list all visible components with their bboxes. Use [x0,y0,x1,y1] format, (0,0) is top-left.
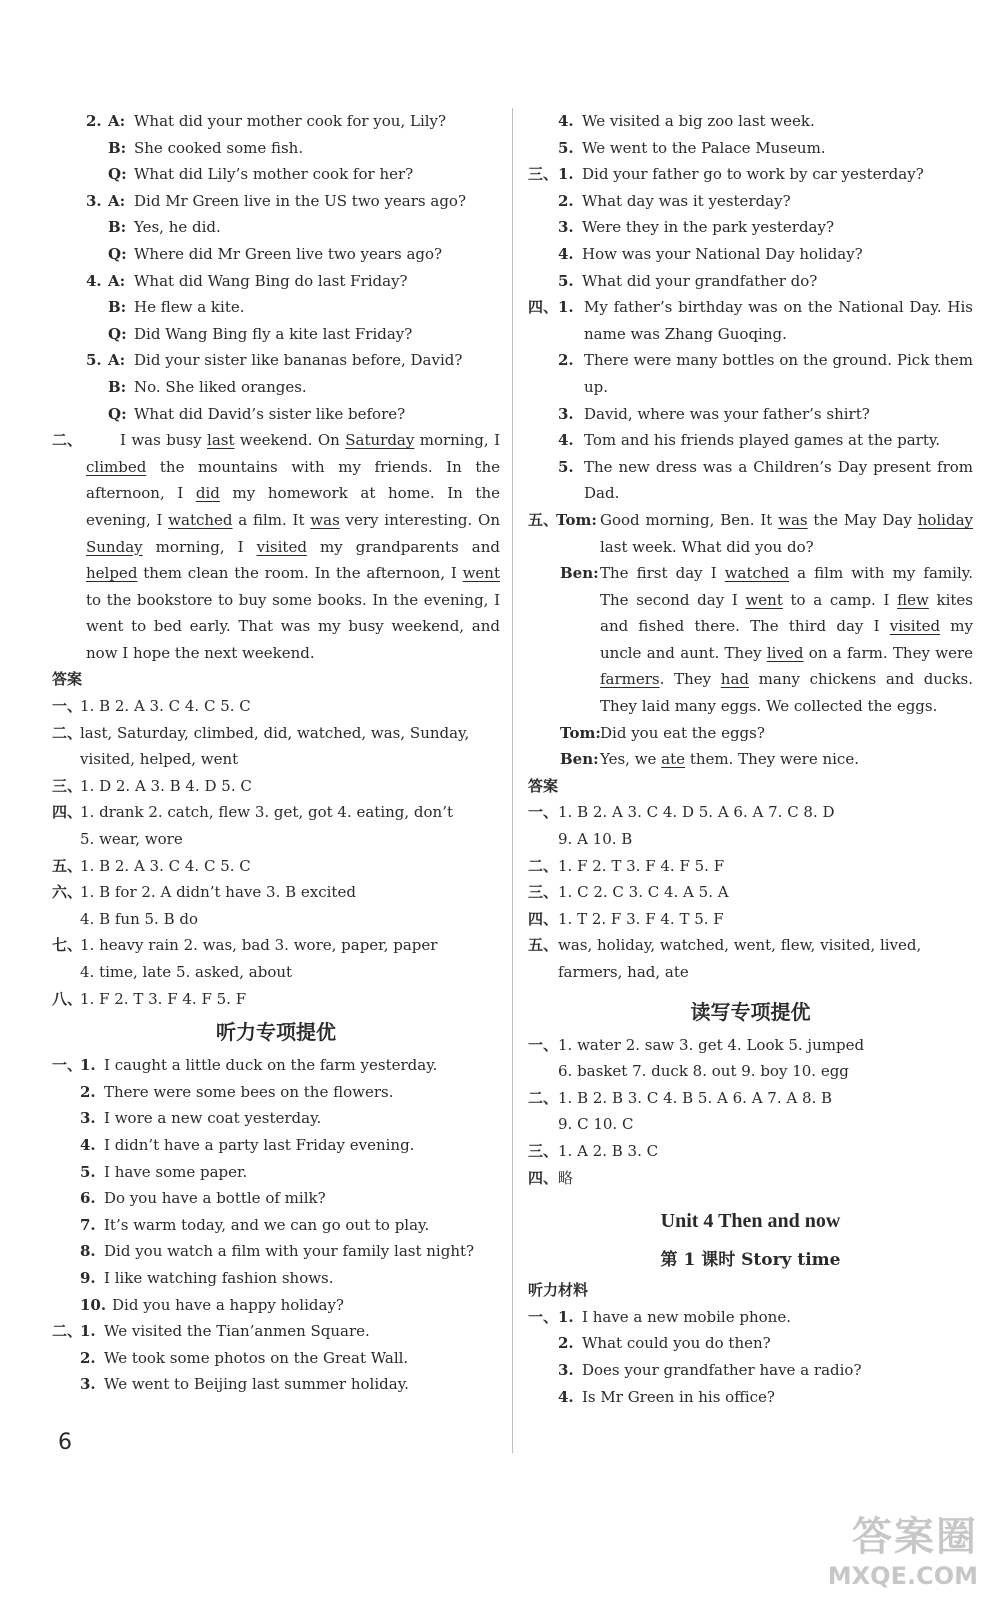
text-run: to the bookstore to buy some books. In the evening, I went to bed early. That was my busy weekend, and now I hope the next weekend. [86,590,500,662]
item-text: 4. B fun 5. B do [80,909,199,928]
speaker-label: Tom: [556,510,597,529]
dialogue-text: Did Mr Green live in the US two years ago? [134,191,466,210]
item-number: 1. [80,1056,96,1075]
text-line [528,241,973,268]
answer-word: visited [256,537,307,556]
dialogue-line [52,161,500,188]
text-line [52,1185,500,1212]
item-text: 1. B for 2. A didn’t have 3. B excited [80,883,356,902]
item-text: was, holiday, watched, went, flew, visited, lived, [558,936,922,955]
section-marker: 一、 [528,803,559,822]
speaker-label: Q: [108,165,127,184]
text-line [52,1079,500,1106]
text-line [528,1138,973,1165]
dialogue-line [52,268,500,295]
item-number: 5. [86,351,102,370]
answer-word: was [310,510,340,529]
text-line [52,693,500,720]
item-text: 1. D 2. A 3. B 4. D 5. C [80,776,252,795]
section-marker: 一、 [528,1035,559,1054]
item-text: 1. heavy rain 2. was, bad 3. wore, paper, paper [80,936,438,955]
item-text: Do you have a bottle of milk? [104,1189,326,1208]
speaker-label: A: [108,112,126,130]
dialogue-line [52,294,500,321]
answer-word: holiday [917,510,973,529]
item-number: 5. [80,1162,96,1181]
item-text: We visited a big zoo last week. [582,112,815,130]
answer-word: climbed [86,457,147,476]
text-line [52,1132,500,1159]
item-number: 4. [558,1387,574,1406]
text-line [52,1105,500,1132]
text-line [528,853,973,880]
text-line [528,826,973,853]
section-marker: 二、 [52,723,83,742]
item-text: We went to Beijing last summer holiday. [104,1375,409,1394]
text-run: many chickens and ducks. They laid many eggs. We collected the eggs. [600,670,973,716]
section-marker: 二、 [528,856,559,875]
item-number: 7. [80,1215,96,1234]
text-run: morning, I [142,537,257,556]
answer-word: ate [661,750,686,769]
dialogue-turn [528,507,973,560]
right-column [528,108,973,1410]
dialogue-turn [528,746,973,773]
text-run: on a farm. They were [803,643,973,662]
item-text: My father’s birthday was on the National Day. His name was Zhang Guoqing. [584,298,973,343]
text-run: a film with my family. The second day I [600,564,973,609]
text-run: Yes, we [600,750,662,769]
item-text: David, where was your father’s shirt? [584,404,870,423]
item-text: 1. B 2. B 3. C 4. B 5. A 6. A 7. A 8. B [558,1088,833,1107]
text-line [528,1058,973,1085]
reading-writing-section-title: 读写专项提优 [690,999,811,1024]
item-text: 1. B 2. A 3. C 4. C 5. C [80,697,251,716]
item-number: 3. [558,1360,574,1379]
dialogue-turn [528,720,973,747]
unit-title: Unit 4 Then and now [660,1210,841,1233]
item-text: Were they in the park yesterday? [582,218,835,237]
item-text: There were many bottles on the ground. Pick them up. [584,351,973,396]
section-marker: 四、 [528,298,559,317]
text-line [52,1238,500,1265]
text-line [528,1330,973,1357]
text-line [52,1371,500,1398]
text-line [528,1384,973,1411]
material-heading: 听力材料 [528,1281,589,1300]
item-number: 4. [558,112,574,130]
text-line [52,1318,500,1345]
item-text: We visited the Tian’anmen Square. [104,1322,370,1341]
item-number: 6. [80,1189,96,1208]
section-marker: 三、 [528,165,559,184]
section-marker: 六、 [52,883,83,902]
answer-word: flew [897,590,929,609]
answer-word: Sunday [86,537,143,556]
item-text: How was your National Day holiday? [582,244,863,263]
item-text: I have some paper. [104,1162,248,1181]
item-text: 1. B 2. A 3. C 4. D 5. A 6. A 7. C 8. D [558,803,835,822]
dialogue-line [52,108,500,135]
item-number: 4. [558,244,574,263]
item-text: 6. basket 7. duck 8. out 9. boy 10. egg [558,1062,849,1081]
speaker-label: Tom: [560,723,601,742]
turn-text [600,720,973,747]
section-marker: 三、 [528,883,559,902]
item-number: 5. [558,138,574,157]
text-line [52,746,500,773]
item-text: There were some bees on the flowers. [104,1082,394,1101]
text-run: my uncle and aunt. They [600,617,973,662]
item-text: farmers, had, ate [558,963,689,981]
answer-word: did [195,484,220,503]
item-text: I wore a new coat yesterday. [104,1109,322,1128]
dialogue-text: Did Wang Bing fly a kite last Friday? [134,324,413,343]
item-text: 1. F 2. T 3. F 4. F 5. F [80,989,247,1008]
answer-word: lived [766,643,804,662]
item-text: 1. C 2. C 3. C 4. A 5. A [558,883,729,902]
left-column [52,108,500,1398]
section-marker: 五、 [528,510,559,529]
section-marker: 一、 [52,697,83,716]
section-marker: 三、 [52,776,83,795]
item-text: 1. F 2. T 3. F 4. F 5. F [558,856,725,875]
dialogue-line [52,188,500,215]
speaker-label: Q: [108,404,127,423]
text-line [528,161,973,188]
answers-heading: 答案 [528,776,559,795]
answer-word: farmers [600,670,660,689]
dialogue-line [52,241,500,268]
answer-word: watched [168,510,233,529]
text-run: to a camp. I [782,590,898,609]
text-line [528,879,973,906]
text-line [528,906,973,933]
item-number: 9. [80,1268,96,1287]
text-run: kites and fished there. The third day I [600,590,973,636]
item-text: 1. B 2. A 3. C 4. C 5. C [80,856,251,875]
item-number: 1. [558,165,574,184]
text-line [52,932,500,959]
text-run: Did you eat the eggs? [600,723,765,742]
dialogue-text: No. She liked oranges. [134,377,307,396]
text-line [528,1085,973,1112]
item-text: What did your grandfather do? [582,271,818,290]
item-number: 2. [80,1082,96,1101]
speaker-label: A: [108,351,126,370]
text-run: the mountains with my friends. In the afternoon, I [86,457,500,503]
dialogue-line [52,401,500,428]
item-number: 2. [558,351,574,370]
item-number: 1. [558,1307,574,1326]
item-number: 10. [80,1295,107,1314]
item-text: We took some photos on the Great Wall. [104,1348,409,1367]
item-text: Did you watch a film with your family last night? [104,1242,475,1261]
sentence-item [528,294,973,347]
dialogue-text: Yes, he did. [134,218,221,237]
text-line [52,720,500,747]
section-marker: 二、 [52,431,83,450]
text-run: . They [659,670,721,689]
dialogue-line [52,135,500,162]
section-marker: 五、 [528,936,559,955]
item-number: 2. [86,112,102,130]
text-run: weekend. On [234,431,346,450]
item-text: Tom and his friends played games at the party. [584,431,941,450]
item-number: 1. [558,298,574,317]
speaker-label: B: [108,298,127,317]
text-line [528,188,973,215]
item-number: 2. [80,1348,96,1367]
item-text: 9. A 10. B [558,830,633,849]
item-text: I like watching fashion shows. [104,1268,334,1287]
speaker-label: A: [108,191,126,210]
answer-word: watched [724,564,790,583]
section-marker: 三、 [528,1141,559,1160]
text-line [52,826,500,853]
answer-word: went [462,564,500,583]
section-marker: 四、 [52,803,83,822]
sentence-item [528,454,973,507]
item-text: It’s warm today, and we can go out to play. [104,1215,430,1234]
text-line [528,108,973,135]
section-marker: 一、 [52,1056,83,1075]
item-text: What could you do then? [582,1334,771,1353]
text-run: them clean the room. In the afternoon, I [137,564,463,583]
text-line [52,853,500,880]
text-run: a film. It [232,510,311,529]
text-line [52,1265,500,1292]
dialogue-text: She cooked some fish. [134,138,304,157]
item-number: 4. [80,1135,96,1154]
item-text: 1. T 2. F 3. F 4. T 5. F [558,909,724,928]
item-text: Did you have a happy holiday? [112,1295,344,1314]
text-run: Good morning, Ben. It [600,510,779,529]
answer-word: Saturday [345,431,415,450]
text-line [52,986,500,1013]
text-line [528,214,973,241]
answer-word: was [778,510,808,529]
speaker-label: Q: [108,324,127,343]
item-text: I didn’t have a party last Friday evening. [104,1135,415,1154]
item-number: 4. [558,431,574,450]
item-text: Did your father go to work by car yesterday? [582,165,924,184]
answer-word: last [207,431,235,450]
text-line [528,799,973,826]
item-text: visited, helped, went [80,750,239,769]
section-marker: 四、 [528,1168,559,1187]
sentence-item [528,347,973,400]
text-line [52,773,500,800]
item-text: 略 [558,1168,574,1187]
section-marker: 八、 [52,989,83,1008]
dialogue-text: Did your sister like bananas before, David? [134,351,463,370]
text-line [52,1292,500,1319]
text-line [528,135,973,162]
dialogue-line [52,347,500,374]
text-line [528,1111,973,1138]
speaker-label: Ben: [560,564,599,583]
answer-word: visited [889,617,941,636]
text-run: The first day I [600,564,725,583]
passage-text [86,427,500,666]
speaker-label: B: [108,377,127,396]
dialogue-line [52,214,500,241]
speaker-label: Ben: [560,750,599,769]
text-run: the May Day [807,510,918,529]
item-text: 1. water 2. saw 3. get 4. Look 5. jumped [558,1035,865,1054]
item-number: 2. [558,1334,574,1353]
dialogue-text: He flew a kite. [134,298,245,317]
speaker-label: Q: [108,244,127,263]
item-number: 3. [558,404,574,423]
text-line [528,1357,973,1384]
speaker-label: B: [108,218,127,237]
dialogue-text: What did Wang Bing do last Friday? [134,271,408,290]
text-run: last week. What did you do? [600,537,814,556]
dialogue-turn [528,560,973,720]
turn-text [600,746,973,773]
text-run: my homework at home. In the evening, I [86,484,500,529]
item-text: What day was it yesterday? [582,191,791,210]
dialogue-line [52,374,500,401]
item-text: We went to the Palace Museum. [582,138,826,157]
item-number: 2. [558,191,574,210]
column-divider [512,108,513,1453]
dialogue-text: Where did Mr Green live two years ago? [134,244,443,263]
section-marker: 五、 [52,856,83,875]
item-text: 9. C 10. C [558,1115,634,1134]
dialogue-text: What did Lily’s mother cook for her? [134,165,414,184]
item-text: Does your grandfather have a radio? [582,1360,862,1379]
item-number: 3. [80,1375,96,1394]
text-line [52,1159,500,1186]
watermark-url: MXQE.COM [827,1562,978,1590]
text-line [52,906,500,933]
turn-text [600,560,973,720]
page-number: 6 [58,1430,72,1455]
sentence-item [528,427,973,454]
item-text: 1. drank 2. catch, flew 3. get, got 4. eating, don’t [80,803,454,822]
item-text: I have a new mobile phone. [582,1307,791,1326]
text-line [528,932,973,959]
dialogue-text: What did David’s sister like before? [134,404,406,423]
text-line [528,1304,973,1331]
text-line [52,1212,500,1239]
text-run: my grandparents and [306,537,500,556]
text-line [52,879,500,906]
text-line [528,268,973,295]
watermark [828,1505,978,1590]
answers-heading: 答案 [52,670,83,689]
item-number: 3. [558,218,574,237]
text-line [528,959,973,986]
turn-text [600,507,973,560]
text-run: I was busy [120,431,208,450]
item-number: 3. [86,191,102,210]
text-line [52,1052,500,1079]
item-number: 8. [80,1242,96,1261]
item-text: last, Saturday, climbed, did, watched, was, Sunday, [80,723,470,742]
section-marker: 七、 [52,936,83,955]
section-marker: 一、 [528,1307,559,1326]
cloze-passage [52,427,500,666]
text-run: morning, I [414,431,500,450]
section-marker: 四、 [528,909,559,928]
text-line [52,1345,500,1372]
item-number: 3. [80,1109,96,1128]
item-text: Is Mr Green in his office? [582,1387,775,1406]
item-text: I caught a little duck on the farm yesterday. [104,1056,438,1075]
speaker-label: B: [108,138,127,157]
item-text: 4. time, late 5. asked, about [80,963,293,981]
item-number: 4. [86,271,102,290]
section-marker: 二、 [52,1322,83,1341]
text-line [52,799,500,826]
item-number: 1. [80,1322,96,1341]
answer-word: had [720,670,749,689]
item-number: 5. [558,271,574,290]
text-line [52,959,500,986]
item-number: 5. [558,457,574,476]
item-text: The new dress was a Children’s Day present from Dad. [584,457,973,503]
answer-word: went [745,590,783,609]
item-text: 1. A 2. B 3. C [558,1141,659,1160]
watermark-logo: 答案圈 [852,1514,978,1560]
text-run: them. They were nice. [685,750,859,769]
answer-word: helped [86,564,138,583]
section-marker: 二、 [528,1088,559,1107]
item-text: 5. wear, wore [80,830,183,849]
text-run: very interesting. On [339,510,500,529]
text-line [528,1165,973,1192]
listening-section-title: 听力专项提优 [216,1020,336,1045]
dialogue-line [52,321,500,348]
dialogue-text: What did your mother cook for you, Lily? [134,112,447,130]
lesson-title: 第 1 课时 Story time [660,1250,841,1271]
sentence-item [528,401,973,428]
speaker-label: A: [108,271,126,290]
text-line [528,1032,973,1059]
